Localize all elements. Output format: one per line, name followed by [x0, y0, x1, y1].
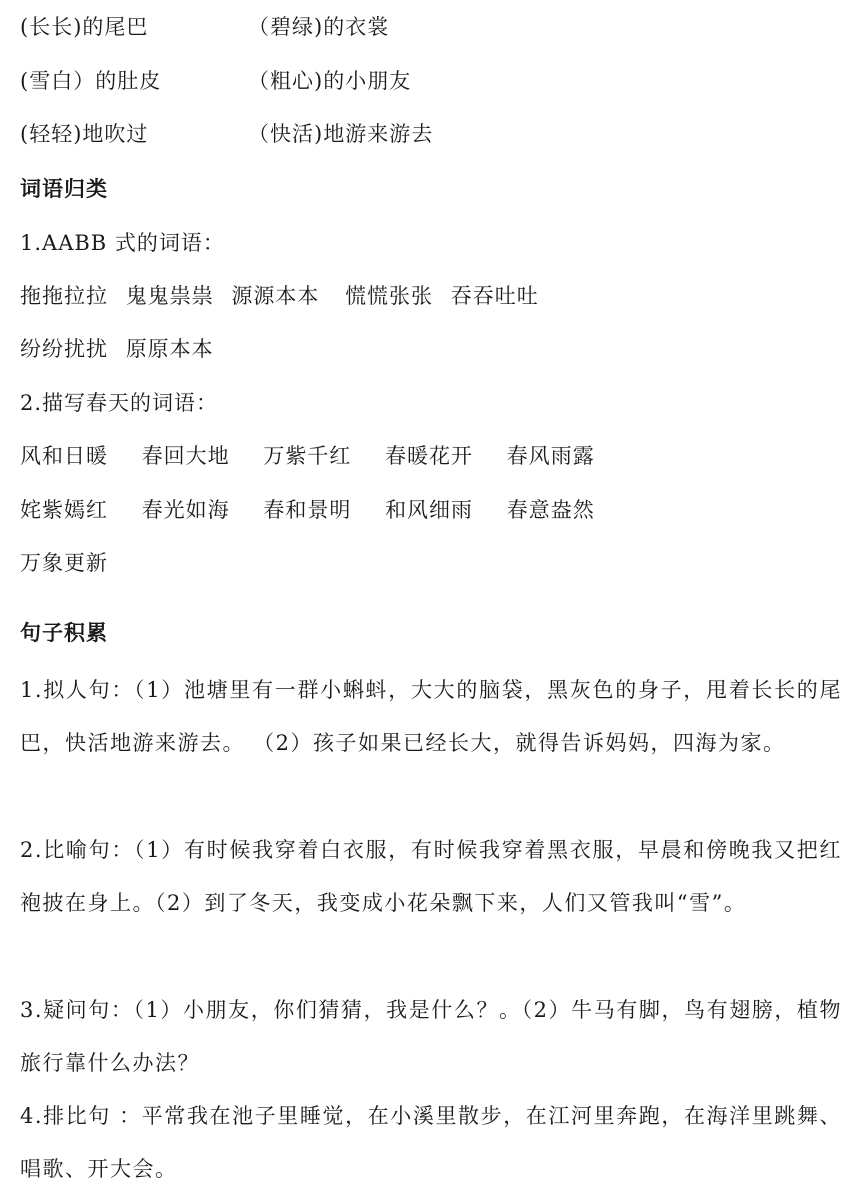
phrase-left: (雪白）的肚皮 — [20, 69, 162, 93]
word: 春光如海 — [141, 498, 230, 522]
word: 纷纷扰扰 — [20, 337, 108, 361]
word: 春风雨露 — [506, 444, 595, 468]
word: 原原本本 — [125, 337, 214, 361]
phrase-right: （碧绿)的衣裳 — [248, 15, 390, 39]
word: 吞吞吐吐 — [450, 284, 539, 308]
word: 拖拖拉拉 — [20, 284, 108, 308]
aabb-title: 1.AABB 式的词语： — [20, 231, 225, 255]
word: 姹紫嫣红 — [20, 498, 108, 522]
aabb-row-1 — [20, 281, 539, 311]
spring-row-2 — [20, 495, 595, 525]
spring-row-3 — [20, 548, 108, 578]
section-heading-sentences: 句子积累 — [20, 621, 108, 645]
word: 春回大地 — [141, 444, 230, 468]
phrase-right: （粗心)的小朋友 — [248, 69, 412, 93]
word: 和风细雨 — [385, 498, 474, 522]
paragraph-metaphor: 2.比喻句：（1）有时候我穿着白衣服，有时候我穿着黑衣服，早晨和傍晚我又把红袍披在身上。（2）到了冬天，我变成小花朵飘下来，人们又管我叫“雪”。 — [20, 838, 842, 915]
word: 源源本本 — [231, 284, 320, 308]
section-heading-words: 词语归类 — [20, 177, 108, 201]
word: 风和日暖 — [20, 444, 108, 468]
word: 春暖花开 — [385, 444, 474, 468]
word: 慌慌张张 — [345, 284, 434, 308]
spring-title: 2.描写春天的词语： — [20, 391, 219, 415]
spring-row-1 — [20, 441, 595, 471]
phrase-left: (轻轻)地吹过 — [20, 122, 149, 146]
phrase-row — [20, 12, 390, 42]
word: 春意盎然 — [506, 498, 595, 522]
word: 万象更新 — [20, 551, 108, 575]
word: 鬼鬼祟祟 — [125, 284, 214, 308]
phrase-left: (长长)的尾巴 — [20, 15, 149, 39]
phrase-right: （快活)地游来游去 — [248, 122, 434, 146]
paragraph-personification: 1.拟人句：（1）池塘里有一群小蝌蚪，大大的脑袋，黑灰色的身子，甩着长长的尾巴，快活地游来游去。 （2）孩子如果已经长大，就得告诉妈妈，四海为家。 — [20, 678, 842, 755]
phrase-row — [20, 119, 434, 149]
phrase-row — [20, 66, 412, 96]
word: 万紫千红 — [263, 444, 352, 468]
paragraph-parallelism: 4.排比句 ：平常我在池子里睡觉，在小溪里散步，在江河里奔跑，在海洋里跳舞、唱歌、开大会。 — [20, 1104, 842, 1181]
aabb-row-2 — [20, 334, 214, 364]
word: 春和景明 — [263, 498, 352, 522]
paragraph-question: 3.疑问句：（1）小朋友，你们猜猜，我是什么？。（2）牛马有脚，鸟有翅膀，植物旅行靠什么办法？ — [20, 998, 842, 1075]
